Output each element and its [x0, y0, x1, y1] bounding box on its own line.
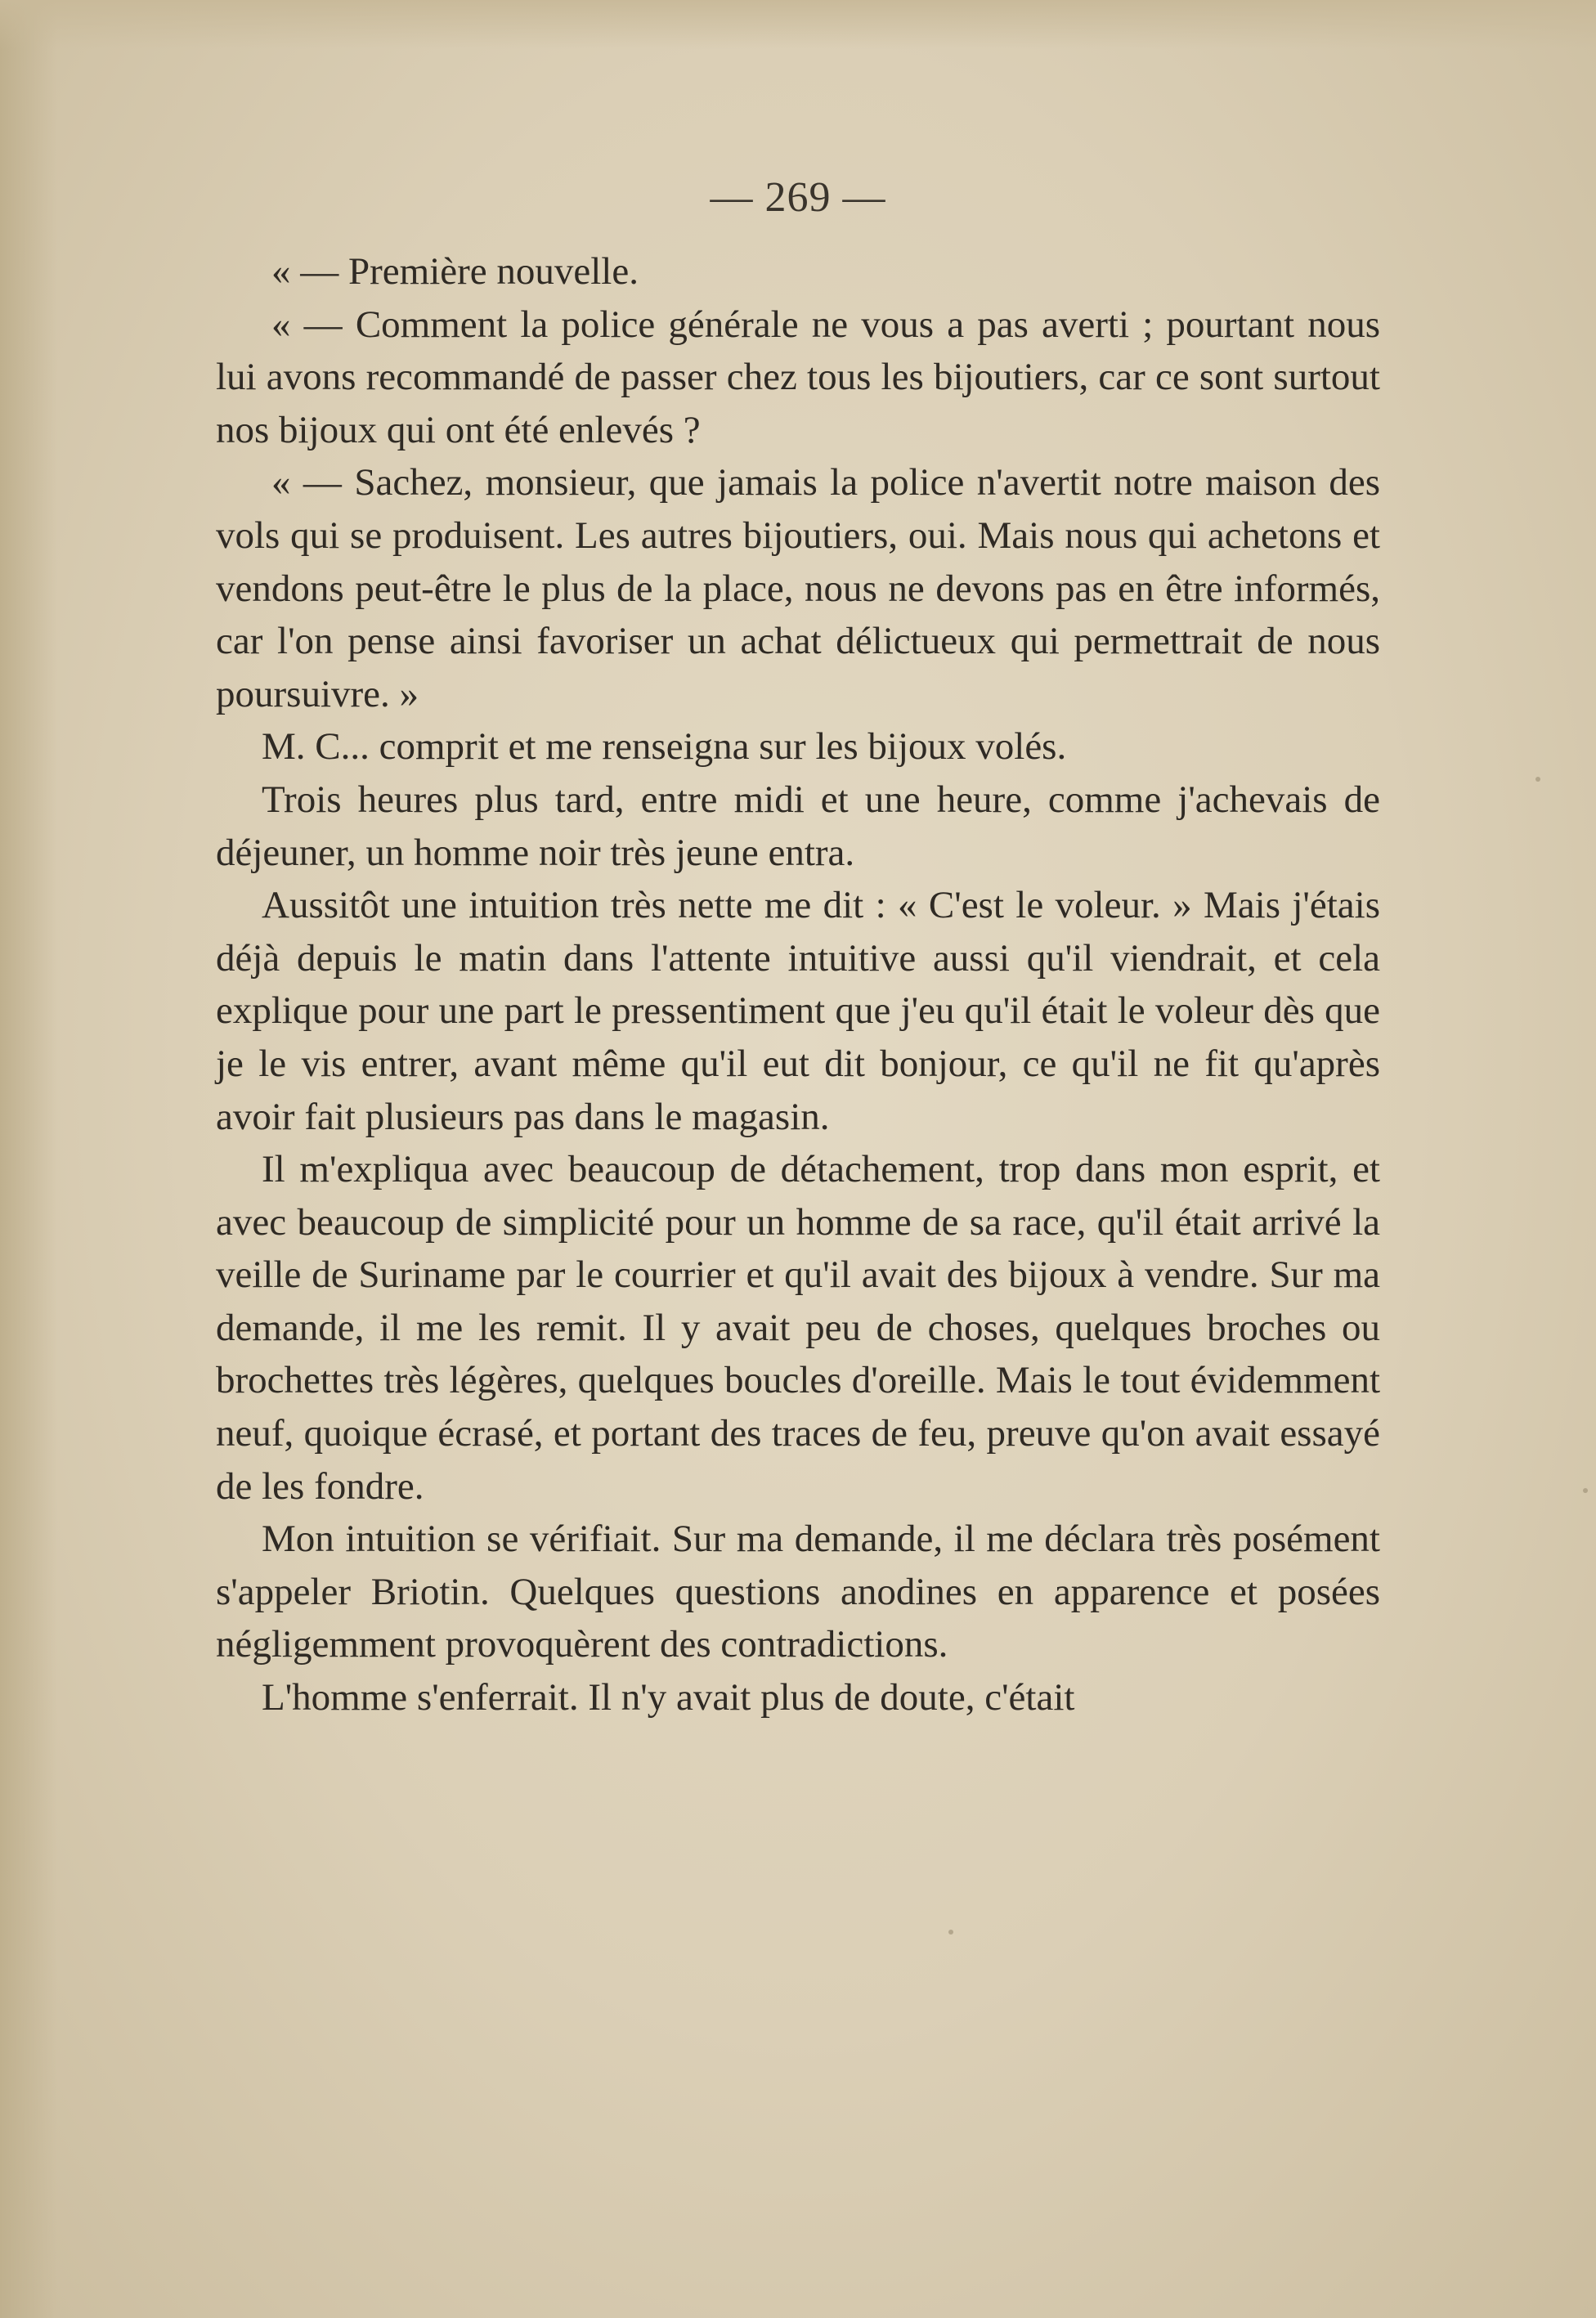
paragraph-5: Trois heures plus tard, entre midi et une heure, comme j'achevais de déjeuner, un homme noir très jeune entra.: [216, 778, 1380, 874]
page-shadow-left: [0, 0, 57, 2318]
paper-speck: [948, 1930, 953, 1935]
paragraph-4: M. C... comprit et me renseigna sur les bijoux volés.: [262, 725, 1067, 769]
page-number: — 269 —: [710, 174, 886, 221]
paragraph-2: « — Comment la police générale ne vous a pas averti ; pourtant nous lui avons recommandé de passer chez tous les bijoutiers, car ce sont surtout nos bijoux qui ont été enlevés ?: [216, 303, 1380, 451]
paragraph-9: L'homme s'enferrait. Il n'y avait plus de doute, c'était: [262, 1676, 1075, 1719]
body-text: [216, 245, 1380, 1724]
paragraph-3: « — Sachez, monsieur, que jamais la police n'avertit notre maison des vols qui se produisent. Les autres bijoutiers, oui. Mais nous qui achetons et vendons peut-être le plus de la place, nous ne devons pas en être informés, car l'on pense ainsi favoriser un achat délictueux qui permettrait de nous poursuivre. »: [216, 461, 1380, 715]
paragraph-1: « — Première nouvelle.: [271, 250, 639, 293]
paragraph-7: Il m'expliqua avec beaucoup de détachement, trop dans mon esprit, et avec beaucoup de simplicité pour un homme de sa race, qu'il était arrivé la veille de Suriname par le courrier et qu'il avait des bijoux à vendre. Sur ma demande, il me les remit. Il y avait peu de choses, quelques broches ou brochettes très légères, quelques boucles d'oreille. Mais le tout évidemment neuf, quoique écrasé, et portant des traces de feu, preuve qu'on avait essayé de les fondre.: [216, 1148, 1380, 1508]
paragraph-8: Mon intuition se vérifiait. Sur ma demande, il me déclara très posément s'appeler Briotin. Quelques questions anodines en apparence et posées négligemment provoquèrent des contradictions.: [216, 1518, 1380, 1666]
paragraph-6: Aussitôt une intuition très nette me dit : « C'est le voleur. » Mais j'étais déjà depuis le matin dans l'attente intuitive aussi qu'il viendrait, et cela explique pour une part le pressentiment que j'eu qu'il était le voleur dès que je le vis entrer, avant même qu'il eut dit bonjour, ce qu'il ne fit qu'après avoir fait plusieurs pas dans le magasin.: [216, 884, 1380, 1138]
paper-speck: [1535, 777, 1540, 782]
page-shadow-top: [0, 0, 1596, 49]
paper-speck: [1583, 1488, 1588, 1493]
